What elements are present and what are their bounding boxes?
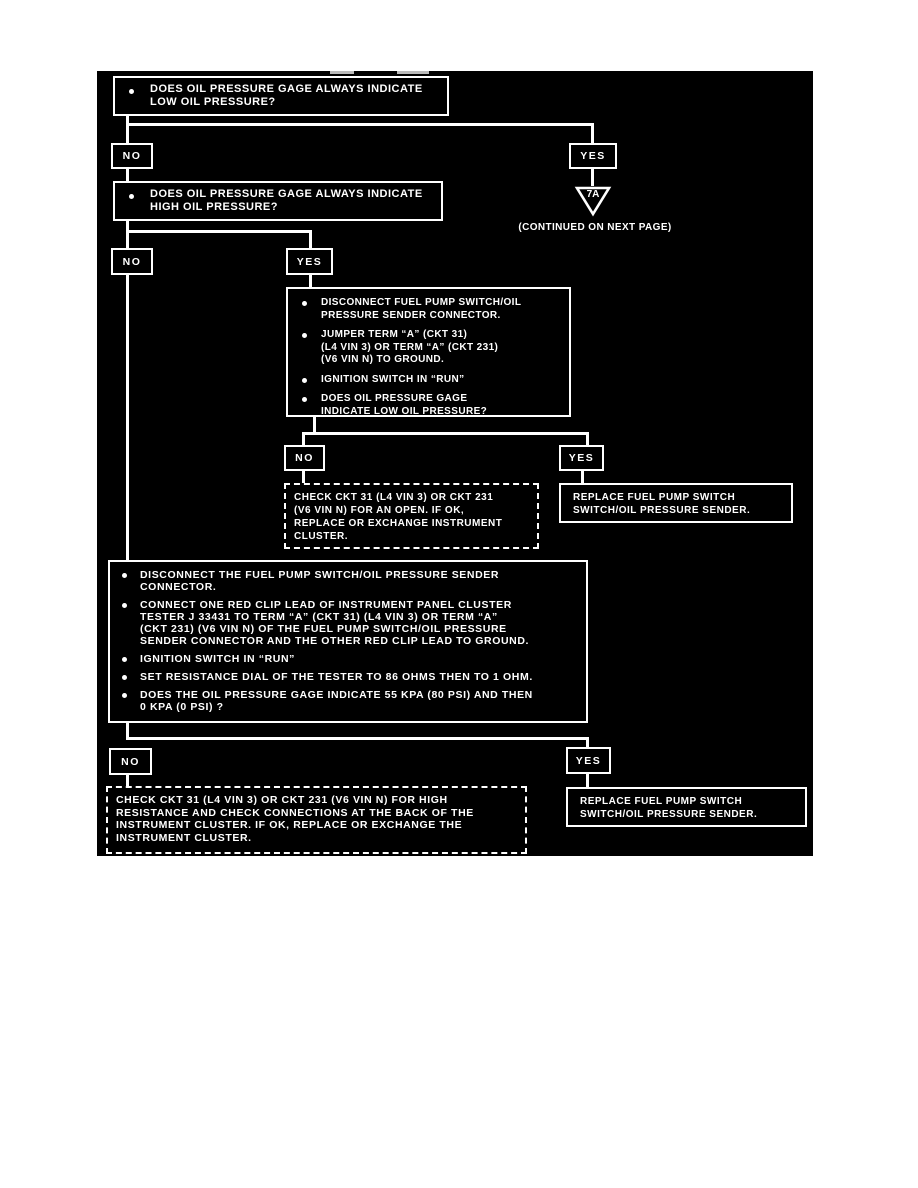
connector-line xyxy=(586,432,589,445)
action-text-line: (V6 VIN N) FOR AN OPEN. IF OK, xyxy=(294,505,465,516)
step-text-line: SENDER CONNECTOR AND THE OTHER RED CLIP LEAD TO GROUND. xyxy=(140,635,530,647)
connector-line xyxy=(126,116,129,143)
replace-sender-box xyxy=(559,483,793,523)
tester-test-box xyxy=(108,560,588,723)
connector-line xyxy=(126,230,312,233)
connector-line xyxy=(126,169,129,181)
action-text-line: REPLACE OR EXCHANGE INSTRUMENT xyxy=(294,518,503,529)
no-label: NO xyxy=(109,748,152,775)
action-text-line: CHECK CKT 31 (L4 VIN 3) OR CKT 231 xyxy=(294,492,494,503)
step-text-line: DOES OIL PRESSURE GAGE xyxy=(321,393,468,404)
connector-line xyxy=(302,471,305,483)
action-text-line: SWITCH/OIL PRESSURE SENDER. xyxy=(580,809,758,820)
scan-artifact xyxy=(397,71,429,74)
connector-line xyxy=(586,774,589,787)
scan-artifact xyxy=(330,71,354,74)
action-text-line: INSTRUMENT CLUSTER. IF OK, REPLACE OR EXCHANGE THE xyxy=(116,819,463,831)
question-low-oil-pressure-box xyxy=(113,76,449,116)
connector-line xyxy=(126,123,594,126)
step-text-line: (CKT 231) (V6 VIN N) OF THE FUEL PUMP SWITCH/OIL PRESSURE xyxy=(140,623,507,635)
connector-line xyxy=(591,169,594,186)
connector-line xyxy=(126,737,589,740)
bullet-icon xyxy=(122,675,127,680)
question-text-line: HIGH OIL PRESSURE? xyxy=(150,201,278,213)
question-text-line: DOES OIL PRESSURE GAGE ALWAYS INDICATE xyxy=(150,188,423,200)
bullet-icon xyxy=(302,378,307,383)
step-text-line: DOES THE OIL PRESSURE GAGE INDICATE 55 KPA (80 PSI) AND THEN xyxy=(140,689,533,701)
connector-line xyxy=(591,123,594,143)
step-text-line: INDICATE LOW OIL PRESSURE? xyxy=(321,405,488,417)
step-text-line: TESTER J 33431 TO TERM “A” (CKT 31) (L4 VIN 3) OR TERM “A” xyxy=(140,611,498,623)
bullet-icon xyxy=(302,301,307,306)
action-text-line: REPLACE FUEL PUMP SWITCH xyxy=(573,492,736,503)
action-text-line: CLUSTER. xyxy=(294,531,348,542)
step-text-line: (V6 VIN N) TO GROUND. xyxy=(321,354,445,365)
connector-line xyxy=(302,432,305,445)
step-text-line: IGNITION SWITCH IN “RUN” xyxy=(140,653,295,665)
action-text-line: INSTRUMENT CLUSTER. xyxy=(116,831,252,844)
step-text-line: SET RESISTANCE DIAL OF THE TESTER TO 86 OHMS THEN TO 1 OHM. xyxy=(140,671,533,683)
connector-line xyxy=(581,471,584,483)
bullet-icon xyxy=(129,194,134,199)
connector-line xyxy=(126,775,129,786)
step-text-line: 0 KPA (0 PSI) ? xyxy=(140,701,224,713)
no-label: NO xyxy=(111,143,153,169)
step-text-line: CONNECTOR. xyxy=(140,581,217,593)
connector-line xyxy=(309,275,312,287)
action-text-line: SWITCH/OIL PRESSURE SENDER. xyxy=(573,505,751,516)
check-high-resistance-box xyxy=(106,786,527,854)
jumper-test-box xyxy=(286,287,571,417)
continuation-symbol-text: 7A xyxy=(586,189,600,200)
action-text-line: REPLACE FUEL PUMP SWITCH xyxy=(580,796,743,807)
step-text-line: (L4 VIN 3) OR TERM “A” (CKT 231) xyxy=(321,341,499,353)
bullet-icon xyxy=(129,89,134,94)
connector-line xyxy=(586,737,589,747)
bullet-icon xyxy=(302,397,307,402)
connector-line xyxy=(126,221,129,248)
bullet-icon xyxy=(302,333,307,338)
action-text-line: RESISTANCE AND CHECK CONNECTIONS AT THE BACK OF THE xyxy=(116,806,474,819)
step-text-line: IGNITION SWITCH IN “RUN” xyxy=(321,373,465,385)
step-text-line: DISCONNECT FUEL PUMP SWITCH/OIL xyxy=(321,297,522,308)
bullet-icon xyxy=(122,603,127,608)
question-high-oil-pressure-box xyxy=(113,181,443,221)
yes-label: YES xyxy=(566,747,611,774)
connector-line xyxy=(302,432,589,435)
step-text-line: CONNECT ONE RED CLIP LEAD OF INSTRUMENT PANEL CLUSTER xyxy=(140,599,512,611)
connector-line xyxy=(126,275,129,560)
bullet-icon xyxy=(122,573,127,578)
bullet-icon xyxy=(122,657,127,662)
yes-label: YES xyxy=(559,445,604,471)
question-text-line: DOES OIL PRESSURE GAGE ALWAYS INDICATE xyxy=(150,83,423,95)
continuation-note: (CONTINUED ON NEXT PAGE) xyxy=(518,222,672,233)
step-text-line: JUMPER TERM “A” (CKT 31) xyxy=(321,329,468,340)
question-text-line: LOW OIL PRESSURE? xyxy=(150,96,276,108)
connector-line xyxy=(309,230,312,248)
connector-line xyxy=(126,723,129,737)
no-label: NO xyxy=(111,248,153,275)
flowchart-canvas xyxy=(97,71,813,856)
check-open-circuit-box xyxy=(284,483,539,549)
action-text-line: CHECK CKT 31 (L4 VIN 3) OR CKT 231 (V6 VIN N) FOR HIGH xyxy=(116,794,448,806)
step-text-line: DISCONNECT THE FUEL PUMP SWITCH/OIL PRESSURE SENDER xyxy=(140,569,500,581)
yes-label: YES xyxy=(569,143,617,169)
step-text-line: PRESSURE SENDER CONNECTOR. xyxy=(321,309,501,321)
yes-label: YES xyxy=(286,248,333,275)
no-label: NO xyxy=(284,445,325,471)
replace-sender-box-2 xyxy=(566,787,807,827)
bullet-icon xyxy=(122,693,127,698)
continuation-triangle xyxy=(574,185,612,217)
